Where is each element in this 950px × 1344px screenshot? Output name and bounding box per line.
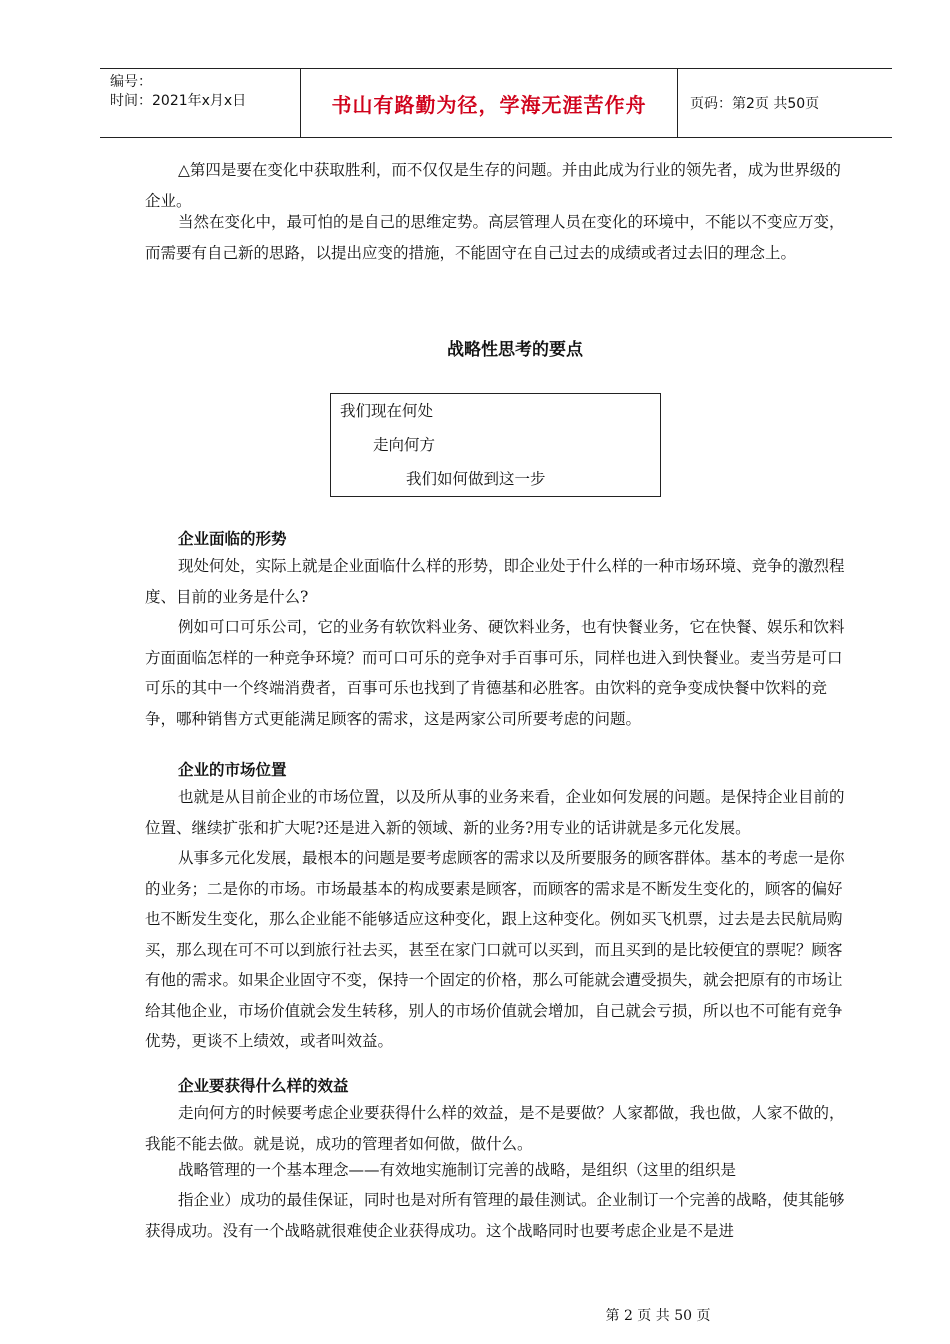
paragraph-6: 从事多元化发展，最根本的问题是要考虑顾客的需求以及所要服务的顾客群体。基本的考虑一是你的业务；二是你的市场。市场最基本的构成要素是顾客，而顾客的需求是不断发生变化的，顾客的偏好也不断发生变化，那么企业能不能够适应这种变化，跟上这种变化。例如买飞机票，过去是去民航局购买，那么现在可不可以到旅行社去买，甚至在家门口就可以买到，而且买到的是比较便宜的票呢？顾客有他的需求。如果企业固守不变，保持一个固定的价格，那么可能就会遭受损失，就会把原有的市场让给其他企业，市场价值就会发生转移，别人的市场价值就会增加，自己就会亏损，所以也不可能有竞争优势，更谈不上绩效，或者叫效益。 (145, 849, 845, 1050)
section-title: 战略性思考的要点 (447, 340, 583, 360)
paragraph-2: 当然在变化中，最可怕的是自己的思维定势。高层管理人员在变化的环境中，不能以不变应万变，而需要有自己新的思路，以提出应变的措施，不能固守在自己过去的成绩或者过去旧的理念上。 (145, 213, 845, 262)
heading-benefits: 企业要获得什么样的效益 (178, 1077, 349, 1095)
header-motto: 书山有路勤为径，学海无涯苦作舟 (301, 69, 678, 137)
paragraph-1: △第四是要在变化中获取胜利，而不仅仅是生存的问题。并由此成为行业的领先者，成为世界级的企业。 (145, 161, 841, 210)
box-line-3: 我们如何做到这一步 (406, 470, 546, 488)
doc-time-label: 时间：2021年x月x日 (110, 93, 247, 109)
box-line-2: 走向何方 (373, 436, 436, 454)
paragraph-3: 现处何处，实际上就是企业面临什么样的形势，即企业处于什么样的一种市场环境、竞争的激烈程度、目前的业务是什么? (145, 557, 845, 606)
header-meta (100, 69, 301, 137)
paragraph-7: 走向何方的时候要考虑企业要获得什么样的效益，是不是要做？人家都做，我也做，人家不做的，我能不能去做。就是说，成功的管理者如何做，做什么。 (145, 1104, 845, 1153)
heading-situation: 企业面临的形势 (178, 530, 287, 548)
paragraph-8: 战略管理的一个基本理念——有效地实施制订完善的战略，是组织（这里的组织是 (178, 1161, 737, 1179)
paragraph-4: 例如可口可乐公司，它的业务有软饮料业务、硬饮料业务，也有快餐业务，它在快餐、娱乐和饮料方面面临怎样的一种竞争环境？而可口可乐的竞争对手百事可乐，同样也进入到快餐业。麦当劳是可口可乐的其中一个终端消费者，百事可乐也找到了肯德基和必胜客。由饮料的竞争变成快餐中饮料的竞争，哪种销售方式更能满足顾客的需求，这是两家公司所要考虑的问题。 (145, 618, 845, 728)
heading-market-position: 企业的市场位置 (178, 761, 287, 779)
header-page-info: 页码：第2页 共50页 (690, 96, 820, 112)
doc-number-label: 编号： (110, 74, 152, 90)
paragraph-9: 指企业）成功的最佳保证，同时也是对所有管理的最佳测试。企业制订一个完善的战略，使其能够获得成功。没有一个战略就很难使企业获得成功。这个战略同时也要考虑企业是不是进 (145, 1191, 845, 1240)
page-header (100, 68, 892, 138)
box-line-1: 我们现在何处 (340, 402, 434, 420)
page-footer: 第 2 页 共 50 页 (605, 1308, 711, 1324)
strategy-box (330, 393, 661, 497)
paragraph-5: 也就是从目前企业的市场位置，以及所从事的业务来看，企业如何发展的问题。是保持企业目前的位置、继续扩张和扩大呢?还是进入新的领域、新的业务?用专业的话讲就是多元化发展。 (145, 788, 845, 837)
